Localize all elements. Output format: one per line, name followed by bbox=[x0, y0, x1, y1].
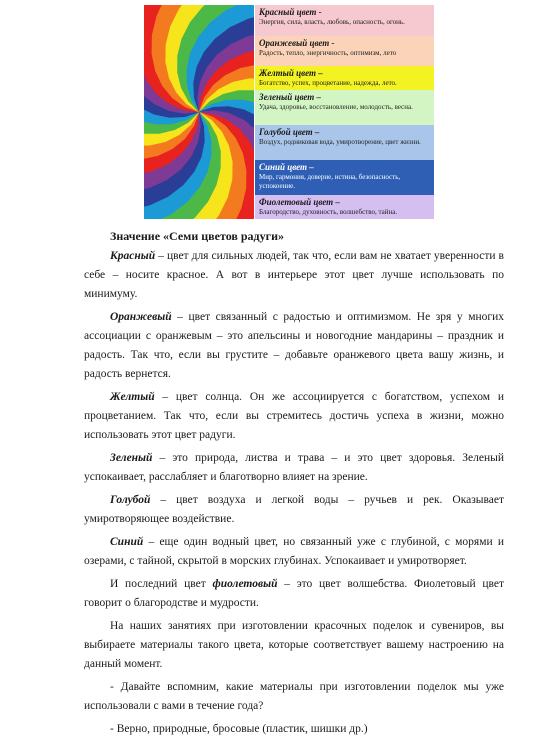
legend-color-name: Голубой цвет – bbox=[259, 127, 320, 137]
legend-color-meaning: Энергия, сила, власть, любовь, опасность, огонь. bbox=[259, 18, 405, 26]
paragraph-text: – цвет связанный с радостью и оптимизмом. Не зря у многих ассоциации с оранжевым – это апельсины и новогодние мандарины – праздник и радость. Так что, если вы грустите – добавьте оранжевого цвета вашу жизнь, и радость вернется. bbox=[84, 311, 504, 380]
rainbow-figure bbox=[144, 5, 434, 219]
paragraph bbox=[84, 575, 504, 613]
paragraph bbox=[84, 678, 504, 716]
paragraph-list bbox=[84, 247, 504, 739]
paragraph-text: – цвет воздуха и легкой воды – ручьев и рек. Оказывает умиротворяющее воздействие. bbox=[84, 494, 504, 525]
legend-color-name: Синий цвет – bbox=[259, 162, 314, 172]
paragraph-text: – цвет солнца. Он же ассоциируется с богатством, успехом и процветанием. Так что, если вы стремитесь достичь успеха в жизни, можно использовать этот цвет радуги. bbox=[84, 391, 504, 441]
paragraph-text: – это цвет волшебства. Фиолетовый цвет говорит о благородстве и мудрости. bbox=[84, 578, 504, 609]
color-keyword: фиолетовый bbox=[212, 578, 278, 590]
paragraph bbox=[84, 720, 504, 739]
legend-color-meaning: Удача, здоровье, восстановление, молодость, весна. bbox=[259, 103, 413, 111]
paragraph-lead-in: И последний цвет bbox=[110, 578, 213, 590]
paragraph bbox=[84, 491, 504, 529]
legend-color-meaning: Благородство, духовность, волшебство, тайна. bbox=[259, 208, 398, 216]
legend-band bbox=[255, 125, 434, 160]
legend-color-name: Оранжевый цвет - bbox=[259, 38, 335, 48]
legend-band bbox=[255, 36, 434, 66]
legend-color-name: Красный цвет - bbox=[259, 7, 322, 17]
article-body bbox=[84, 227, 504, 743]
legend-band bbox=[255, 66, 434, 90]
legend-band bbox=[255, 160, 434, 195]
color-keyword: Синий bbox=[110, 536, 144, 548]
paragraph bbox=[84, 388, 504, 445]
paragraph bbox=[84, 449, 504, 487]
paragraph-text: На наших занятиях при изготовлении красочных поделок и сувениров, вы выбираете материалы такого цвета, которые соответствует вашему настроению на данный момент. bbox=[84, 620, 504, 670]
color-legend bbox=[255, 5, 434, 219]
legend-color-name: Зеленый цвет – bbox=[259, 92, 322, 102]
color-keyword: Зеленый bbox=[110, 452, 153, 464]
rainbow-swirl-image bbox=[144, 5, 254, 219]
legend-color-meaning: Воздух, родниковая вода, умиротворение, цвет жизни. bbox=[259, 138, 421, 146]
paragraph-text: – цвет для сильных людей, так что, если вам не хватает уверенности в себе – носите красное. А вот в интерьере этот цвет лучше использовать по минимуму. bbox=[84, 250, 504, 300]
paragraph bbox=[84, 247, 504, 304]
article-heading: Значение «Семи цветов радуги» bbox=[110, 229, 284, 243]
legend-color-meaning: Мир, гармония, доверие, истина, безопасность, успокоение. bbox=[259, 173, 401, 190]
color-keyword: Красный bbox=[110, 250, 156, 262]
paragraph bbox=[84, 617, 504, 674]
color-keyword: Оранжевый bbox=[110, 311, 172, 323]
paragraph-text: – еще один водный цвет, но связанный уже с глубиной, с морями и озерами, с тайной, скрытой в морских глубинах. Успокаивает и умиротворяет. bbox=[84, 536, 504, 567]
color-keyword: Голубой bbox=[110, 494, 151, 506]
legend-band bbox=[255, 5, 434, 36]
paragraph-text: – это природа, листва и трава – и это цвет здоровья. Зеленый успокаивает, расслабляет и благотворно влияет на зрение. bbox=[84, 452, 504, 483]
color-keyword: Желтый bbox=[110, 391, 155, 403]
paragraph-text: - Верно, природные, бросовые (пластик, шишки др.) bbox=[110, 723, 368, 735]
legend-color-name: Фиолетовый цвет – bbox=[259, 197, 340, 207]
legend-band bbox=[255, 195, 434, 219]
paragraph bbox=[84, 308, 504, 384]
paragraph-text: - Давайте вспомним, какие материалы при изготовлении поделок мы уже использовали с вами в течение года? bbox=[84, 681, 504, 712]
legend-color-meaning: Радость, тепло, энергичность, оптимизм, лето bbox=[259, 49, 397, 57]
legend-color-meaning: Богатство, успех, процветание, надежда, лето. bbox=[259, 79, 397, 87]
paragraph bbox=[84, 533, 504, 571]
legend-band bbox=[255, 90, 434, 125]
legend-color-name: Желтый цвет – bbox=[259, 68, 323, 78]
